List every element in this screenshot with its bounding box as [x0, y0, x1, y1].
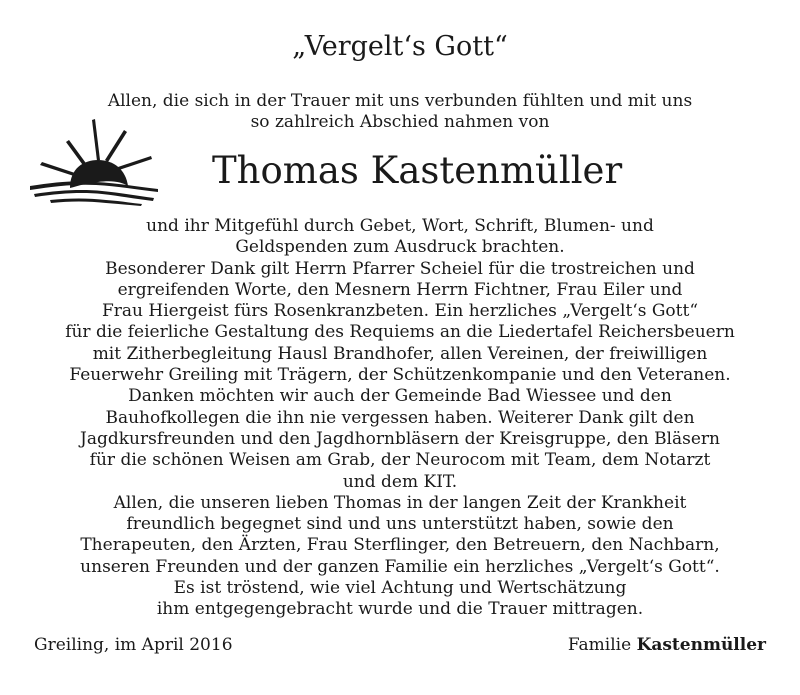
family-prefix: Familie: [567, 635, 632, 655]
body-text: [0, 216, 800, 621]
body-line: Es ist tröstend, wie viel Achtung und Wertschätzung: [173, 578, 627, 599]
body-line: Allen, die unseren lieben Thomas in der langen Zeit der Krankheit: [113, 492, 687, 513]
deceased-name: Thomas Kastenmüller: [212, 149, 623, 192]
intro-line: so zahlreich Abschied nahmen von: [250, 112, 550, 132]
body-line: mit Zitherbegleitung Hausl Brandhofer, allen Vereinen, der freiwilligen: [92, 343, 708, 364]
body-line: ergreifenden Worte, den Mesnern Herrn Fichtner, Frau Eiler und: [117, 279, 683, 300]
body-line: für die schönen Weisen am Grab, der Neurocom mit Team, dem Notarzt: [89, 450, 711, 471]
body-line: Feuerwehr Greiling mit Trägern, der Schützenkompanie und den Veteranen.: [69, 365, 731, 386]
notice-title: „Vergelt‘s Gott“: [292, 31, 508, 62]
sunrise-icon: [26, 116, 166, 206]
family-signature: [568, 634, 766, 656]
body-line: unseren Freunden und der ganzen Familie ein herzliches „Vergelt‘s Gott“.: [80, 556, 720, 577]
family-surname: Kastenmüller: [636, 635, 766, 655]
body-line: Bauhofkollegen die ihn nie vergessen haben. Weiterer Dank gilt den: [105, 407, 695, 428]
place-date: Greiling, im April 2016: [34, 635, 233, 655]
intro-line: Allen, die sich in der Trauer mit uns verbunden fühlten und mit uns: [107, 91, 693, 111]
body-line: Jagdkursfreunden und den Jagdhornbläsern der Kreisgruppe, den Bläsern: [80, 428, 720, 449]
body-line: Danken möchten wir auch der Gemeinde Bad Wiessee und den: [128, 386, 672, 407]
body-line: Therapeuten, den Ärzten, Frau Sterflinger, den Betreuern, den Nachbarn,: [80, 535, 720, 556]
body-line: Frau Hiergeist fürs Rosenkranzbeten. Ein herzliches „Vergelt‘s Gott“: [101, 301, 699, 322]
body-line: und dem KIT.: [342, 471, 458, 492]
body-line: Besonderer Dank gilt Herrn Pfarrer Scheiel für die trostreichen und: [105, 258, 695, 279]
body-line: und ihr Mitgefühl durch Gebet, Wort, Schrift, Blumen- und: [146, 216, 654, 236]
body-line: freundlich begegnet sind und uns unterstützt haben, sowie den: [126, 514, 674, 535]
body-line: ihm entgegengebracht wurde und die Trauer mittragen.: [156, 599, 644, 620]
body-line: für die feierliche Gestaltung des Requiems an die Liedertafel Reichersbeuern: [65, 322, 735, 343]
body-line: Geldspenden zum Ausdruck brachten.: [235, 237, 565, 258]
